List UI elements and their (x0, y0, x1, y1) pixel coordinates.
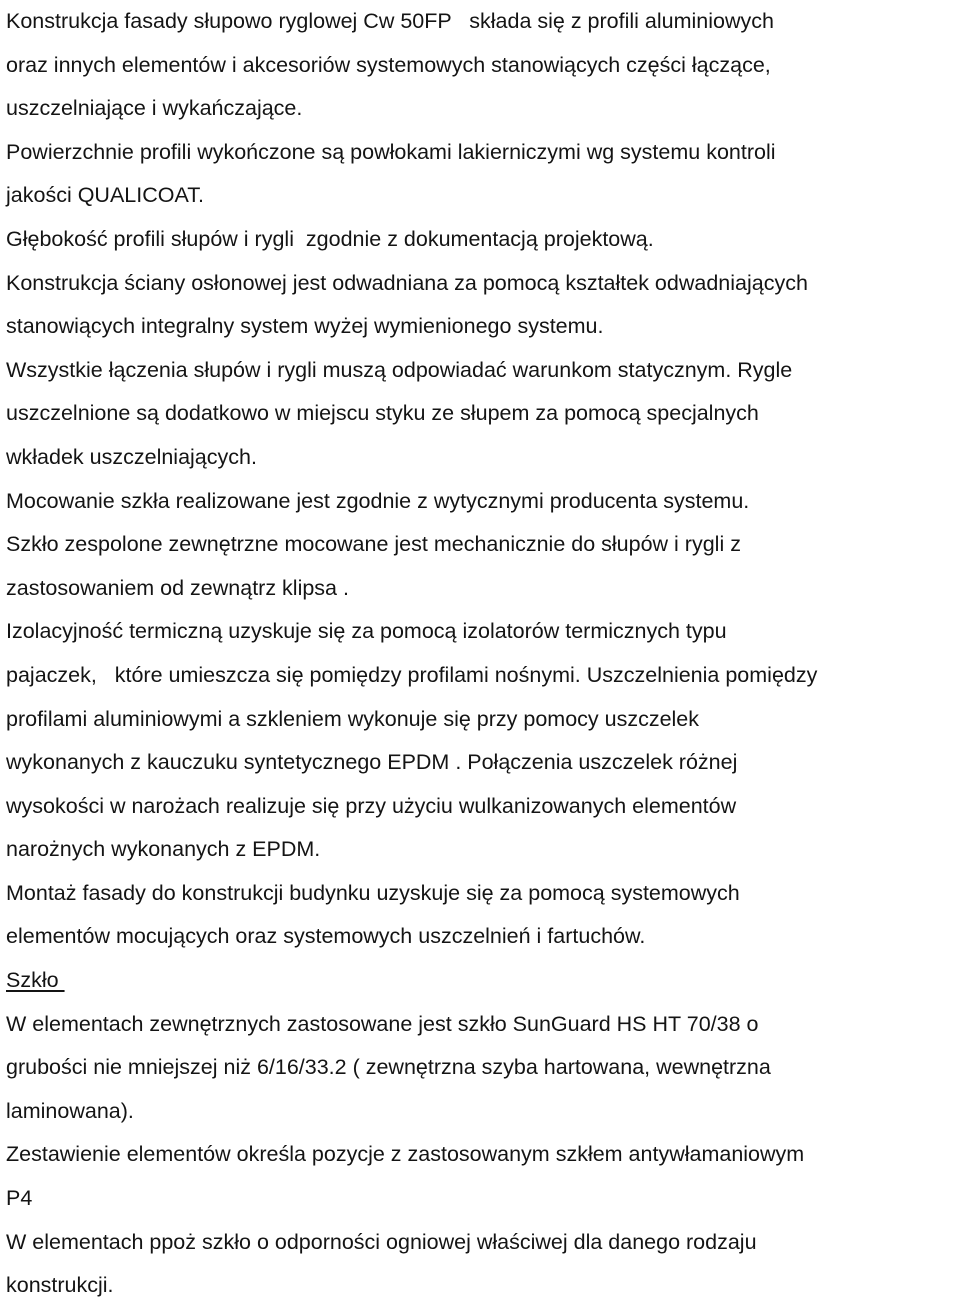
text-line: W elementach ppoż szkło o odporności ogniowej właściwej dla danego rodzaju (6, 1229, 757, 1254)
text-line: pajaczek, które umieszcza się pomiędzy profilami nośnymi. Uszczelnienia pomiędzy (6, 662, 818, 687)
text-line: Montaż fasady do konstrukcji budynku uzyskuje się za pomocą systemowych (6, 880, 740, 905)
text-line: Konstrukcja ściany osłonowej jest odwadniana za pomocą kształtek odwadniających (6, 270, 808, 295)
text-line: stanowiących integralny system wyżej wymienionego systemu. (6, 314, 604, 339)
document-page (6, 0, 960, 1308)
text-line: Powierzchnie profili wykończone są powłokami lakierniczymi wg systemu kontroli (6, 139, 776, 164)
text-line: Izolacyjność termiczną uzyskuje się za pomocą izolatorów termicznych typu (6, 619, 727, 644)
text-line: W elementach zewnętrznych zastosowane jest szkło SunGuard HS HT 70/38 o (6, 1011, 759, 1036)
text-line: grubości nie mniejszej niż 6/16/33.2 ( zewnętrzna szyba hartowana, wewnętrzna (6, 1055, 771, 1080)
text-line: Szkło zespolone zewnętrzne mocowane jest mechanicznie do słupów i rygli z (6, 532, 741, 557)
text-line: konstrukcji. (6, 1273, 114, 1298)
text-line: Zestawienie elementów określa pozycje z zastosowanym szkłem antywłamaniowym (6, 1142, 805, 1167)
text-line: elementów mocujących oraz systemowych uszczelnień i fartuchów. (6, 924, 646, 949)
text-line: Wszystkie łączenia słupów i rygli muszą odpowiadać warunkom statycznym. Rygle (6, 357, 793, 382)
text-line: wykonanych z kauczuku syntetycznego EPDM . Połączenia uszczelek różnej (6, 750, 738, 775)
section-heading-glass: Szkło (6, 968, 65, 993)
text-line: uszczelnione są dodatkowo w miejscu styku ze słupem za pomocą specjalnych (6, 401, 759, 426)
text-line: jakości QUALICOAT. (6, 183, 204, 208)
text-line: narożnych wykonanych z EPDM. (6, 837, 321, 862)
text-line: Głębokość profili słupów i rygli zgodnie z dokumentacją projektową. (6, 226, 654, 251)
text-line: uszczelniające i wykańczające. (6, 96, 303, 121)
text-line: Mocowanie szkła realizowane jest zgodnie z wytycznymi producenta systemu. (6, 488, 750, 513)
text-line: zastosowaniem od zewnątrz klipsa . (6, 575, 349, 600)
text-line: oraz innych elementów i akcesoriów systemowych stanowiących części łączące, (6, 52, 771, 77)
text-line: laminowana). (6, 1098, 134, 1123)
text-line: Konstrukcja fasady słupowo ryglowej Cw 50FP składa się z profili aluminiowych (6, 9, 774, 33)
text-line: wysokości w narożach realizuje się przy użyciu wulkanizowanych elementów (6, 793, 737, 818)
text-line: wkładek uszczelniających. (6, 444, 257, 469)
text-line: P4 (6, 1186, 33, 1211)
text-line: profilami aluminiowymi a szkleniem wykonuje się przy pomocy uszczelek (6, 706, 700, 731)
